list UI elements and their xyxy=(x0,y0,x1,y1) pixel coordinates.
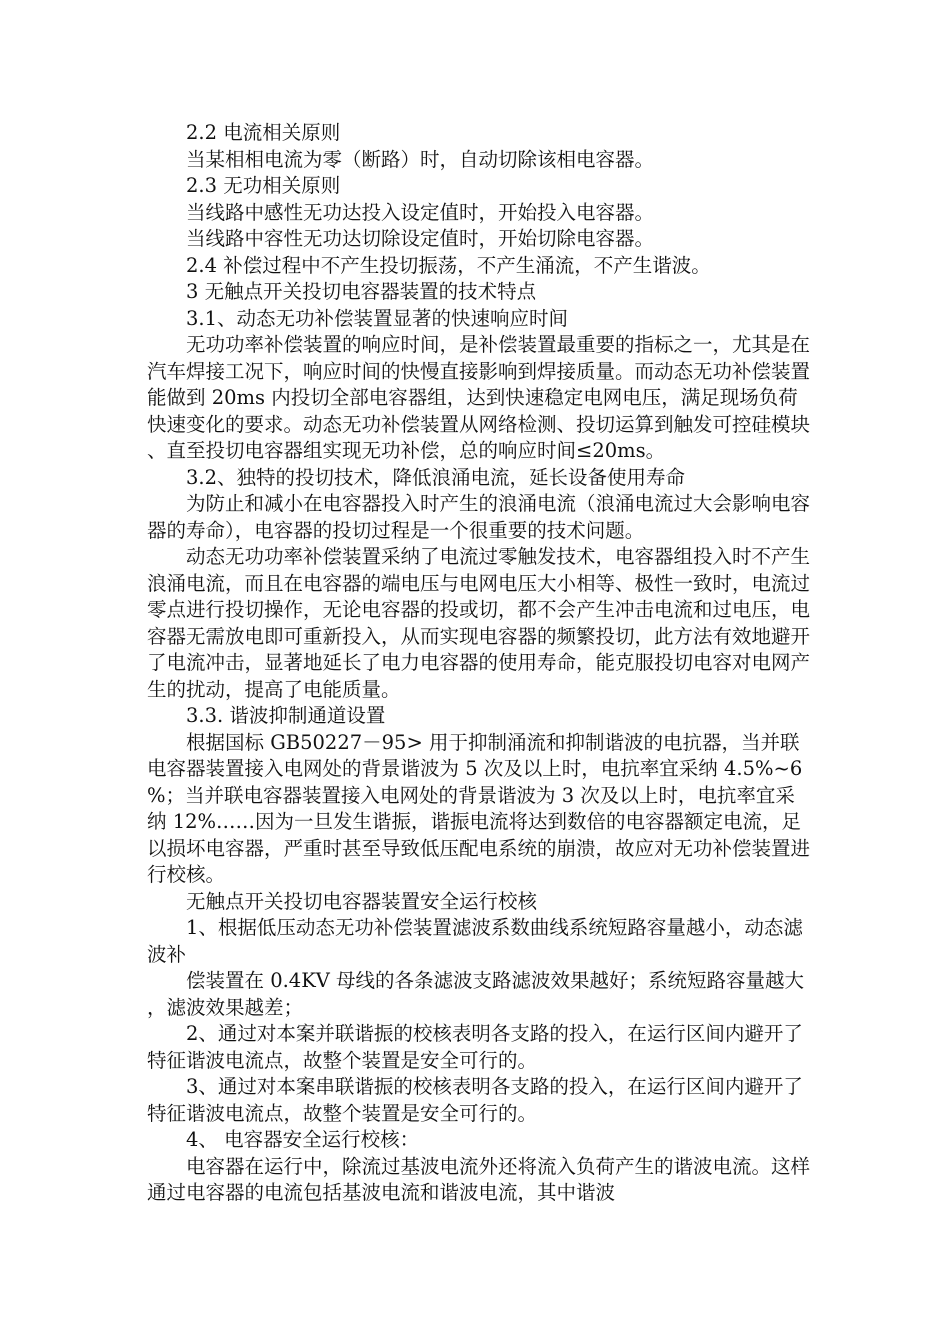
list-item-3: 3、通过对本案串联谐振的校核表明各支路的投入，在运行区间内避开了特征谐波电流点，故整个装置是安全可行的。 xyxy=(147,1075,803,1125)
paragraph: 当线路中感性无功达投入设定值时，开始投入电容器。 xyxy=(186,200,655,224)
paragraph: 无功功率补偿装置的响应时间，是补偿装置最重要的指标之一，尤其是在汽车焊接工况下，响应时间的快慢直接影响到焊接质量。而动态无功补偿装置能做到 20ms 内投切全部电容器组，达到快速稳定电网电压，满足现场负荷快速变化的要求。动态无功补偿装置从网络检测、投切运算到触发可控硅模块、直至投切电容器组实现无功补偿，总的响应时间≤20ms。 xyxy=(147,333,811,462)
paragraph: 当线路中容性无功达切除设定值时，开始切除电容器。 xyxy=(186,227,655,250)
list-item-1: 1、根据低压动态无功补偿装置滤波系数曲线系统短路容量越小，动态滤波补 xyxy=(147,916,803,966)
paragraph: 电容器在运行中，除流过基波电流外还将流入负荷产生的谐波电流。这样通过电容器的电流包括基波电流和谐波电流，其中谐波 xyxy=(147,1154,811,1204)
paragraph: 为防止和减小在电容器投入时产生的浪涌电流（浪涌电流过大会影响电容器的寿命），电容器的投切过程是一个很重要的技术问题。 xyxy=(147,492,811,542)
heading-3-1: 3.1、动态无功补偿装置显著的快速响应时间 xyxy=(186,306,569,330)
heading-3-3: 3.3. 谐波抑制通道设置 xyxy=(186,704,386,727)
heading-3: 3 无触点开关投切电容器装置的技术特点 xyxy=(186,280,537,303)
paragraph: 当某相相电流为零（断路）时，自动切除该相电容器。 xyxy=(186,147,655,171)
section-title: 无触点开关投切电容器装置安全运行校核 xyxy=(186,889,538,913)
list-item-2: 2、通过对本案并联谐振的校核表明各支路的投入，在运行区间内避开了特征谐波电流点，故整个装置是安全可行的。 xyxy=(147,1022,803,1072)
paragraph: 偿装置在 0.4KV 母线的各条滤波支路滤波效果越好；系统短路容量越大，滤波效果越差； xyxy=(147,969,805,1019)
heading-3-2: 3.2、独特的投切技术，降低浪涌电流，延长设备使用寿命 xyxy=(186,465,686,489)
paragraph: 动态无功功率补偿装置采纳了电流过零触发技术，电容器组投入时不产生浪涌电流，而且在电容器的端电压与电网电压大小相等、极性一致时，电流过零点进行投切操作，无论电容器的投或切，都不会产生冲击电流和过电压，电容器无需放电即可重新投入，从而实现电容器的频繁投切，此方法有效地避开了电流冲击，显著地延长了电力电容器的使用寿命，能克服投切电容对电网产生的扰动，提高了电能质量。 xyxy=(147,545,811,701)
heading-2-4: 2.4 补偿过程中不产生投切振荡，不产生涌流，不产生谐波。 xyxy=(186,253,711,277)
heading-2-3: 2.3 无功相关原则 xyxy=(186,174,341,197)
document-body xyxy=(147,120,810,1207)
list-item-4: 4、 电容器安全运行校核： xyxy=(186,1128,420,1151)
paragraph: 根据国标 GB50227－95> 用于抑制涌流和抑制谐波的电抗器，当并联电容器装置接入电网处的背景谐波为 5 次及以上时，电抗率宜采纳 4.5%~6%；当并联电容器装置接入电网处的背景谐波为 3 次及以上时，电抗率宜采纳 12%……因为一旦发生谐振，谐振电流将达到数倍的电容器额定电流，足以损坏电容器，严重时甚至导致低压配电系统的崩溃，故应对无功补偿装置进行校核。 xyxy=(147,730,811,886)
heading-2-2: 2.2 电流相关原则 xyxy=(186,121,341,144)
